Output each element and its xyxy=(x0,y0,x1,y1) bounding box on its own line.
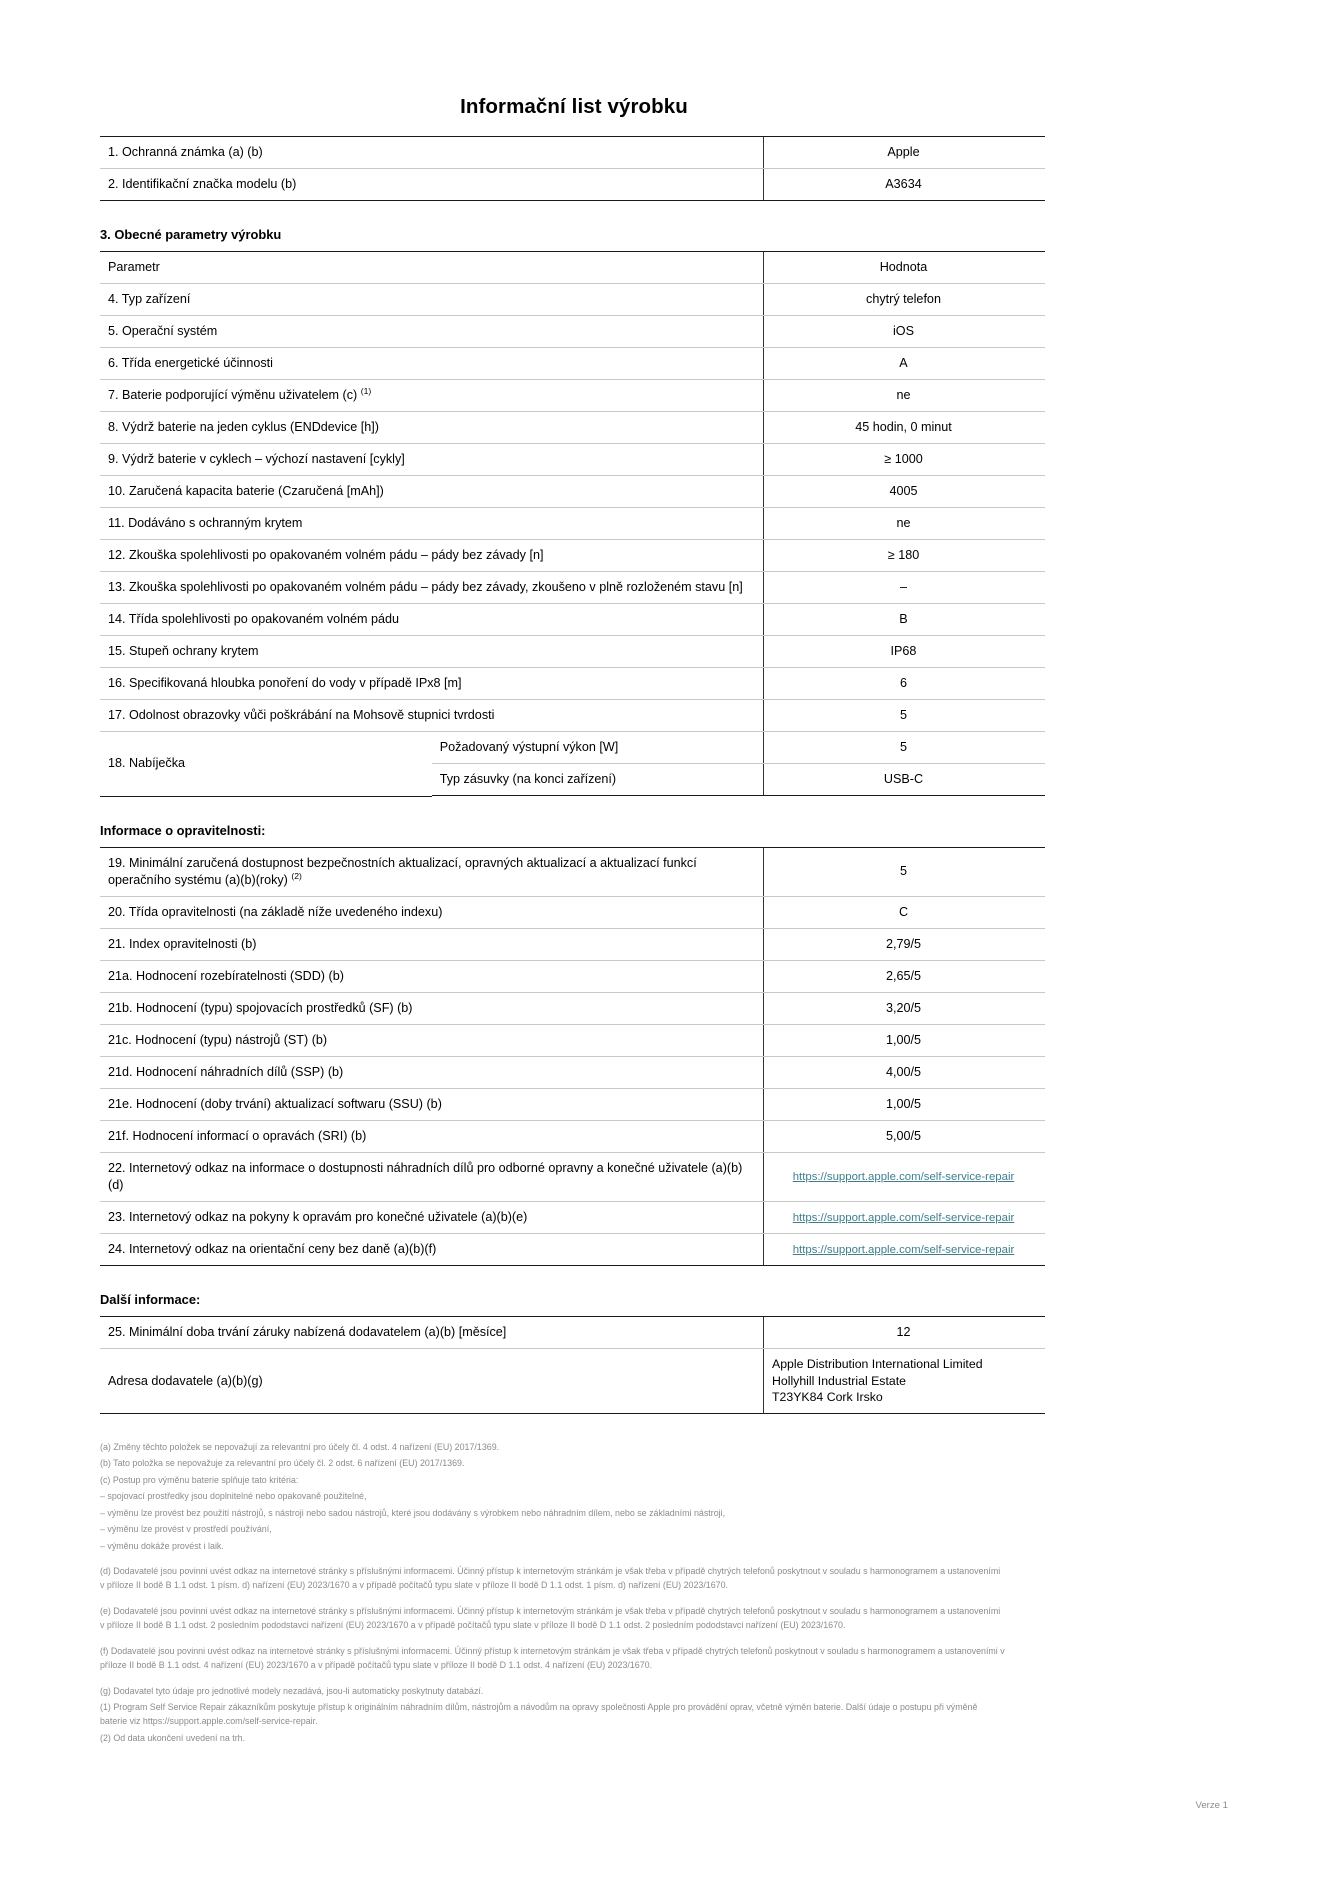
table-row xyxy=(100,1088,1045,1120)
table-row xyxy=(100,1201,1045,1233)
table-row xyxy=(100,1120,1045,1152)
table-row xyxy=(100,444,1045,476)
row-label-text: 19. Minimální zaručená dostupnost bezpečnostních aktualizací, opravných aktualizací a aktualizací funkcí operačního systému (a)(b)(roky) xyxy=(108,855,697,887)
row-label: 16. Specifikovaná hloubka ponoření do vody v případě IPx8 [m] xyxy=(100,668,764,700)
row-label: 21a. Hodnocení rozebíratelnosti (SDD) (b) xyxy=(100,960,764,992)
row-value: iOS xyxy=(764,316,1046,348)
supplier-address xyxy=(764,1349,1046,1414)
table-row xyxy=(100,604,1045,636)
row-value: – xyxy=(764,572,1046,604)
table-row xyxy=(100,137,1045,169)
table-row xyxy=(100,992,1045,1024)
row-value: 45 hodin, 0 minut xyxy=(764,412,1046,444)
footnote-marker: (2) xyxy=(291,870,302,881)
table-row xyxy=(100,896,1045,928)
row-value: 6 xyxy=(764,668,1046,700)
charger-subrow-label: Požadovaný výstupní výkon [W] xyxy=(432,732,764,764)
table-row xyxy=(100,316,1045,348)
table-row-charger xyxy=(100,732,1045,764)
section-heading-general-parameters: 3. Obecné parametry výrobku xyxy=(100,227,282,242)
self-service-repair-link[interactable]: https://support.apple.com/self-service-repair xyxy=(792,1211,1015,1224)
table-row xyxy=(100,1317,1045,1349)
row-label: 23. Internetový odkaz na pokyny k opravám pro konečné uživatele (a)(b)(e) xyxy=(100,1201,764,1233)
row-value: 2,79/5 xyxy=(764,928,1046,960)
row-label: 2. Identifikační značka modelu (b) xyxy=(100,169,764,201)
row-label: 15. Stupeň ochrany krytem xyxy=(100,636,764,668)
row-label: 13. Zkouška spolehlivosti po opakovaném volném pádu – pády bez závady, zkoušeno v plně rozloženém stavu [n] xyxy=(100,572,764,604)
row-label: 21. Index opravitelnosti (b) xyxy=(100,928,764,960)
address-line: Hollyhill Industrial Estate xyxy=(772,1373,906,1388)
charger-subrow-value: USB-C xyxy=(764,764,1046,796)
row-label: 22. Internetový odkaz na informace o dostupnosti náhradních dílů pro odborné opravny a konečné uživatele (a)(b)(d) xyxy=(100,1152,764,1201)
repairability-table xyxy=(100,847,1045,1267)
row-value-link[interactable] xyxy=(764,1233,1046,1265)
row-value: B xyxy=(764,604,1046,636)
table-row xyxy=(100,284,1045,316)
row-value: ≥ 1000 xyxy=(764,444,1046,476)
footnotes-block xyxy=(100,1440,1005,1745)
row-label: 12. Zkouška spolehlivosti po opakovaném volném pádu – pády bez závady [n] xyxy=(100,540,764,572)
row-value: A xyxy=(764,348,1046,380)
footnote-g: (g) Dodavatel tyto údaje pro jednotlivé modely nezadává, jsou-li automaticky poskytnuty databází. xyxy=(100,1685,484,1696)
address-line: T23YK84 Cork Irsko xyxy=(772,1390,883,1405)
row-label: 14. Třída spolehlivosti po opakovaném volném pádu xyxy=(100,604,764,636)
charger-bottom-rule-row xyxy=(100,796,1045,797)
row-label: 21b. Hodnocení (typu) spojovacích prostředků (SF) (b) xyxy=(100,992,764,1024)
row-value-link[interactable] xyxy=(764,1201,1046,1233)
row-label: 1. Ochranná známka (a) (b) xyxy=(100,137,764,169)
row-value: 12 xyxy=(764,1317,1046,1349)
footnote-c-bullet: – výměnu lze provést v prostředí používání, xyxy=(100,1524,272,1535)
table-row xyxy=(100,380,1045,412)
row-value: C xyxy=(764,896,1046,928)
footnote-marker: (1) xyxy=(360,385,372,396)
self-service-repair-link[interactable]: https://support.apple.com/self-service-repair xyxy=(792,1170,1015,1183)
bottom-rule-spacer xyxy=(432,796,764,797)
row-label: 17. Odolnost obrazovky vůči poškrábání na Mohsově stupnici tvrdosti xyxy=(100,700,764,732)
footnote-c-bullet: – spojovací prostředky jsou doplnitelné nebo opakovaně použitelné, xyxy=(100,1491,367,1502)
table-row xyxy=(100,1233,1045,1265)
bottom-rule xyxy=(100,796,432,797)
row-label: 4. Typ zařízení xyxy=(100,284,764,316)
further-information-table xyxy=(100,1316,1045,1414)
table-row xyxy=(100,636,1045,668)
row-label: 24. Internetový odkaz na orientační ceny bez daně (a)(b)(f) xyxy=(100,1233,764,1265)
footnote-f: (f) Dodavatelé jsou povinni uvést odkaz na internetové stránky s příslušnými informacemi. Účinný přístup k internetovým stránkám je však třeba v případě chytrých telefonů poskytnout v souladu s harmonogramem a ustanoveními v příloze II bodě B 1.1 odst. 4 nařízení (EU) 2023/1670 a v případě počítačů typu slate v příloze II bodě D 1.1 odst. 4 nařízení (EU) 2023/1670. xyxy=(100,1645,1005,1671)
table-row xyxy=(100,847,1045,896)
footnote-a: (a) Změny těchto položek se nepovažují za relevantní pro účely čl. 4 odst. 4 nařízení (EU) 2017/1369. xyxy=(100,1442,500,1453)
row-value: 5 xyxy=(764,700,1046,732)
row-label: 21f. Hodnocení informací o opravách (SRI) (b) xyxy=(100,1120,764,1152)
footnote-d: (d) Dodavatelé jsou povinni uvést odkaz na internetové stránky s příslušnými informacemi. Účinný přístup k internetovým stránkám je však třeba v případě chytrých telefonů poskytnout v souladu s harmonogramem a ustanoveními v příloze II bodě B 1.1 odst. 1 písm. d) nařízení (EU) 2023/1670 a v případě počítačů typu slate v příloze II bodě D 1.1 odst. 1 písm. d) nařízení (EU) 2023/1670. xyxy=(100,1566,1001,1591)
row-label: 6. Třída energetické účinnosti xyxy=(100,348,764,380)
table-row xyxy=(100,508,1045,540)
row-value: ≥ 180 xyxy=(764,540,1046,572)
row-value: ne xyxy=(764,508,1046,540)
row-value: 5,00/5 xyxy=(764,1120,1046,1152)
row-label: 21d. Hodnocení náhradních dílů (SSP) (b) xyxy=(100,1056,764,1088)
row-value: Apple xyxy=(764,137,1046,169)
row-value-link[interactable] xyxy=(764,1152,1046,1201)
table-row xyxy=(100,412,1045,444)
footnote-e: (e) Dodavatelé jsou povinni uvést odkaz na internetové stránky s příslušnými informacemi. Účinný přístup k internetovým stránkám je však třeba v případě chytrých telefonů poskytnout v souladu s harmonogramem a ustanoveními v příloze II bodě B 1.1 odst. 2 posledním pododstavci nařízení (EU) 2023/1670 a v případě počítačů typu slate v příloze II bodě D 1.1 odst. 2 posledním pododstavci nařízení (EU) 2023/1670. xyxy=(100,1605,1001,1631)
table-row xyxy=(100,540,1045,572)
table-row xyxy=(100,348,1045,380)
general-parameters-table xyxy=(100,251,1045,797)
row-label xyxy=(100,847,764,896)
table-header-row xyxy=(100,252,1045,284)
page-title: Informační list výrobku xyxy=(460,95,688,118)
row-label: 21e. Hodnocení (doby trvání) aktualizací softwaru (SSU) (b) xyxy=(100,1088,764,1120)
row-label: 25. Minimální doba trvání záruky nabízená dodavatelem (a)(b) [měsíce] xyxy=(100,1317,764,1349)
table-row xyxy=(100,700,1045,732)
address-line: Apple Distribution International Limited xyxy=(772,1357,983,1372)
row-value: 1,00/5 xyxy=(764,1024,1046,1056)
row-value: 1,00/5 xyxy=(764,1088,1046,1120)
row-value: chytrý telefon xyxy=(764,284,1046,316)
column-header-parameter: Parametr xyxy=(100,252,764,284)
row-label: 5. Operační systém xyxy=(100,316,764,348)
row-value: 4,00/5 xyxy=(764,1056,1046,1088)
table-row xyxy=(100,572,1045,604)
row-value: IP68 xyxy=(764,636,1046,668)
column-header-value: Hodnota xyxy=(764,252,1046,284)
section-heading-repairability: Informace o opravitelnosti: xyxy=(100,822,266,838)
row-label: 21c. Hodnocení (typu) nástrojů (ST) (b) xyxy=(100,1024,764,1056)
table-row xyxy=(100,1024,1045,1056)
row-value: 4005 xyxy=(764,476,1046,508)
table-row xyxy=(100,169,1045,201)
row-label-charger: 18. Nabíječka xyxy=(108,756,186,771)
row-label: 20. Třída opravitelnosti (na základě níže uvedeného indexu) xyxy=(100,896,764,928)
footnote-1: (1) Program Self Service Repair zákazníkům poskytuje přístup k originálním náhradním dílům, nástrojům a návodům na opravy společnosti Apple pro provádění oprav, včetně výměn baterie. Další údaje o postupu při výměně baterie viz https://support.apple.com/self-service-repair. xyxy=(100,1701,978,1727)
table-row xyxy=(100,476,1045,508)
identity-table xyxy=(100,136,1045,201)
table-row xyxy=(100,1152,1045,1201)
charger-subrow-label: Typ zásuvky (na konci zařízení) xyxy=(432,764,764,796)
footnote-c-bullet: – výměnu dokáže provést i laik. xyxy=(100,1540,224,1551)
footnote-2: (2) Od data ukončení uvedení na trh. xyxy=(100,1732,246,1743)
footnote-c-bullet: – výměnu lze provést bez použití nástrojů, s nástroji nebo sadou nástrojů, které jsou dodávány s výrobkem nebo náhradním dílem, nebo se základními nástroji, xyxy=(100,1507,726,1518)
bottom-rule-spacer xyxy=(764,796,1046,797)
charger-subrow-value: 5 xyxy=(764,732,1046,764)
table-row xyxy=(100,928,1045,960)
row-label-text: 7. Baterie podporující výměnu uživatelem (c) xyxy=(108,388,358,402)
row-label: Adresa dodavatele (a)(b)(g) xyxy=(100,1349,764,1414)
version-label: Verze 1 xyxy=(1195,1800,1228,1811)
row-label xyxy=(100,380,764,412)
row-value: ne xyxy=(764,380,1046,412)
row-value: 5 xyxy=(764,847,1046,896)
row-label: 8. Výdrž baterie na jeden cyklus (ENDdevice [h]) xyxy=(100,412,764,444)
row-label: 11. Dodáváno s ochranným krytem xyxy=(100,508,764,540)
row-label: 9. Výdrž baterie v cyklech – výchozí nastavení [cykly] xyxy=(100,444,764,476)
row-value: 2,65/5 xyxy=(764,960,1046,992)
row-label: 10. Zaručená kapacita baterie (Czaručená [mAh]) xyxy=(100,476,764,508)
section-heading-further-information: Další informace: xyxy=(100,1292,201,1308)
footnote-c: (c) Postup pro výměnu baterie splňuje tato kritéria: xyxy=(100,1474,299,1485)
row-value: A3634 xyxy=(764,169,1046,201)
table-row xyxy=(100,960,1045,992)
table-row xyxy=(100,668,1045,700)
table-row xyxy=(100,1056,1045,1088)
self-service-repair-link[interactable]: https://support.apple.com/self-service-repair xyxy=(792,1243,1015,1256)
row-value: 3,20/5 xyxy=(764,992,1046,1024)
footnote-b: (b) Tato položka se nepovažuje za relevantní pro účely čl. 2 odst. 6 nařízení (EU) 2017/1369. xyxy=(100,1458,465,1469)
table-row-address xyxy=(100,1349,1045,1414)
